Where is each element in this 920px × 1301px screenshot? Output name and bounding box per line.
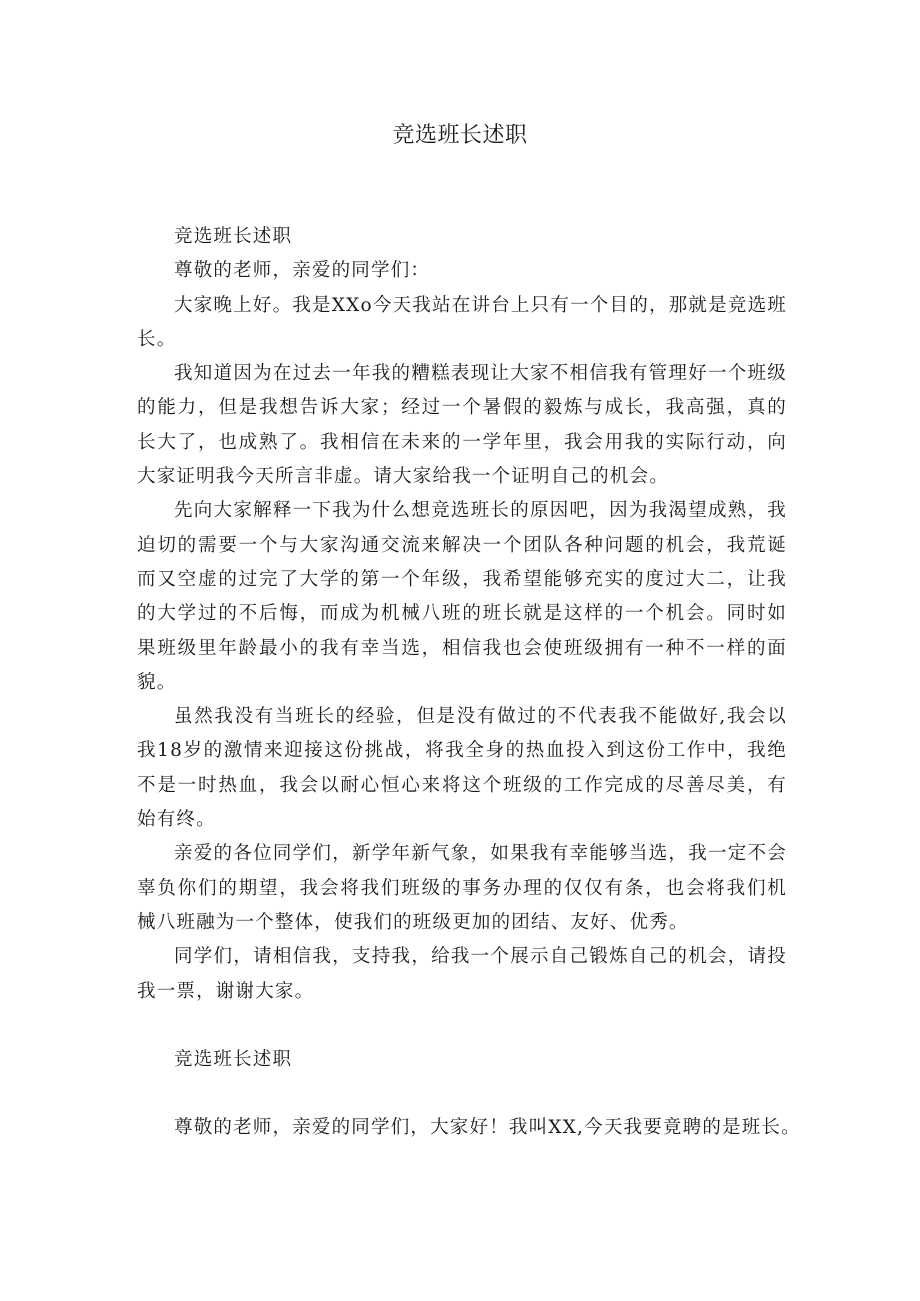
paragraph-salutation: 尊敬的老师，亲爱的同学们： (174, 260, 431, 282)
paragraph-heading: 竞选班长述职 (174, 226, 293, 247)
paragraph: 同学们，请相信我，支持我，给我一个展示自己锻炼自己的机会，请投我一票，谢谢大家。 (137, 946, 787, 1002)
paragraph: 亲爱的各位同学们，新学年新气象，如果我有幸能够当选，我一定不会辜负你们的期望，我会将我们班级的事务办理的仅仅有条，也会将我们机械八班融为一个整体，使我们的班级更加的团结、友好、优秀。 (137, 843, 787, 933)
document-title: 竞选班长述职 (392, 123, 528, 148)
paragraph-heading-second: 竞选班长述职 (174, 1048, 293, 1070)
paragraph: 我知道因为在过去一年我的糟糕表现让大家不相信我有管理好一个班级的能力，但是我想告诉大家；经过一个暑假的毅炼与成长，我高强，真的长大了，也成熟了。我相信在未来的一学年里，我会用我的实际行动，向大家证明我今天所言非虚。请大家给我一个证明自己的机会。 (137, 363, 787, 488)
paragraph: 先向大家解释一下我为什么想竞选班长的原因吧，因为我渴望成熟，我迫切的需要一个与大家沟通交流来解决一个团队各种问题的机会，我荒诞而又空虚的过完了大学的第一个年级，我希望能够充实的度过大二，让我的大学过的不后悔，而成为机械八班的班长就是这样的一个机会。同时如果班级里年龄最小的我有幸当选，相信我也会使班级拥有一种不一样的面貌。 (137, 500, 787, 693)
paragraph: 大家晚上好。我是XXo今天我站在讲台上只有一个目的，那就是竞选班长。 (137, 294, 787, 350)
paragraph-salutation-second: 尊敬的老师，亲爱的同学们，大家好！我叫XX,今天我要竟聘的是班长。 (174, 1117, 801, 1139)
document-body (137, 220, 801, 1145)
paragraph: 虽然我没有当班长的经验，但是没有做过的不代表我不能做好,我会以我18岁的激情来迎接这份挑战，将我全身的热血投入到这份工作中，我绝不是一时热血，我会以耐心恒心来将这个班级的工作完成的尽善尽美，有始有终。 (137, 706, 787, 831)
